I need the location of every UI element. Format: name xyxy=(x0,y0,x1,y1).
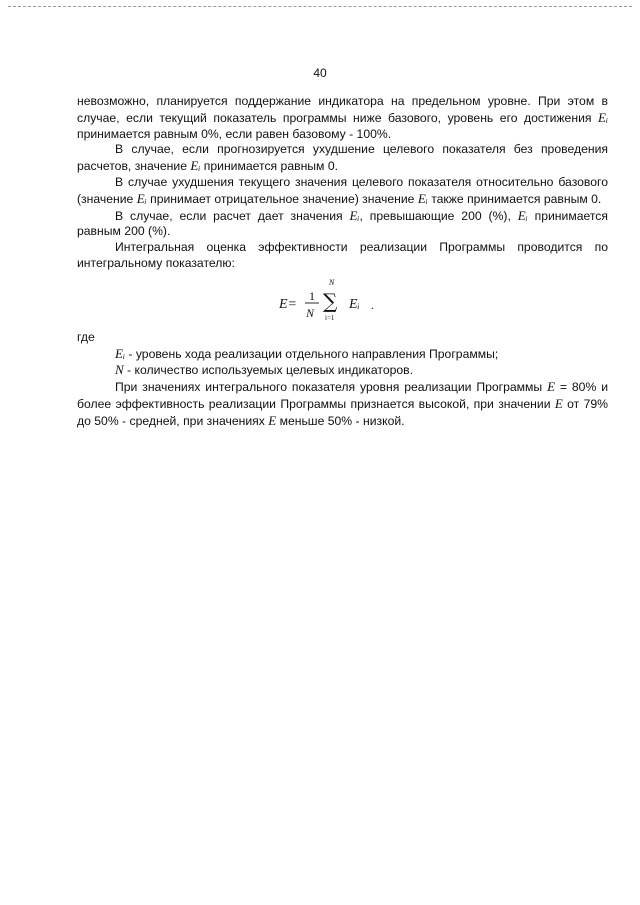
symbol-e: E xyxy=(554,395,563,411)
paragraph-3-text-b: принимает отрицательное значение) значение xyxy=(146,191,418,206)
definition-e-i xyxy=(77,346,608,363)
paragraph-6-text-a: При значениях интегрального показателя уровня реализации Программы xyxy=(115,380,548,395)
paragraph-5: Интегральная оценка эффективности реализации Программы проводится по интегральному показателю: xyxy=(77,240,608,270)
integral-formula xyxy=(77,272,608,330)
scan-top-border xyxy=(8,6,632,8)
symbol-e-i: Eᵢ xyxy=(136,190,147,206)
paragraph-6-text-b: = 80% и более эффективность реализации Программы признается высокой, при значении xyxy=(77,380,608,411)
paragraph-3 xyxy=(77,175,608,208)
symbol-e-i: Eᵢ xyxy=(517,207,528,223)
paragraph-6-text-d: меньше 50% - низкой. xyxy=(276,413,405,428)
paragraph-4 xyxy=(77,208,608,241)
formula-sum-lower: i=1 xyxy=(325,313,335,322)
symbol-e: E xyxy=(547,379,556,395)
paragraph-3-text-c: также принимается равным 0. xyxy=(427,191,602,206)
definition-n-text: - количество используемых целевых индикаторов. xyxy=(123,363,414,378)
paragraph-1 xyxy=(77,94,608,142)
paragraph-1-text-a: невозможно, планируется поддержание индикатора на предельном уровне. При этом в случае, если текущий показатель программы ниже базового, уровень его достижения xyxy=(77,94,608,125)
formula-sum-upper: N xyxy=(329,277,335,287)
symbol-e-i: Eᵢ xyxy=(349,207,360,223)
document-body xyxy=(77,94,608,430)
symbol-e: E xyxy=(268,412,277,428)
formula-svg xyxy=(279,272,419,330)
formula-trailing: . xyxy=(371,297,374,312)
symbol-e-i: Eᵢ xyxy=(115,345,125,361)
paragraph-1-text-b: принимается равным 0%, если равен базовому - 100%. xyxy=(77,126,392,141)
symbol-n: N xyxy=(115,362,124,378)
formula-sum-sign: ∑ xyxy=(323,288,338,313)
paragraph-4-text-b: , превышающие 200 (%), xyxy=(359,208,518,223)
definition-n xyxy=(77,362,608,379)
paragraph-3-text-a: В случае ухудшения текущего значения целевого показателя относительно базового (значение xyxy=(77,174,608,206)
paragraph-4-text-a: В случае, если расчет дает значения xyxy=(115,208,350,223)
where-label: где xyxy=(77,329,95,344)
formula-numerator: 1 xyxy=(309,288,315,303)
symbol-e-i: Eᵢ xyxy=(417,190,428,206)
formula-term: Eᵢ xyxy=(349,296,360,312)
paragraph-4-text-c: принимается равным 200 (%). xyxy=(77,208,608,239)
paragraph-2-text-a: В случае, если прогнозируется ухудшение целевого показателя без проведения расчетов, значение xyxy=(77,142,608,174)
paragraph-6 xyxy=(77,379,608,429)
symbol-e-i: Eᵢ xyxy=(598,109,608,125)
definition-e-i-text: - уровень хода реализации отдельного направления Программы; xyxy=(125,346,499,361)
symbol-e-i: Eᵢ xyxy=(190,158,201,174)
paragraph-6-text-c: от 79% до 50% - средней, при значениях xyxy=(77,396,608,428)
formula-lhs: E= xyxy=(279,296,297,312)
page-number: 40 xyxy=(313,66,327,80)
paragraph-2-text-b: принимается равным 0. xyxy=(200,159,338,174)
paragraph-2 xyxy=(77,142,608,175)
formula-denominator: N xyxy=(306,305,315,320)
